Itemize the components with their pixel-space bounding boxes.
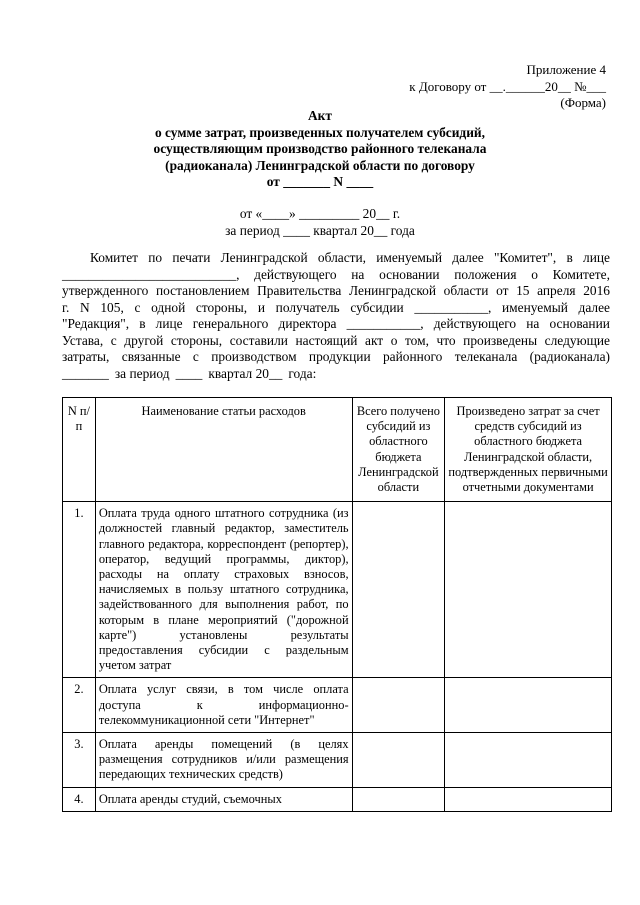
header-expense-name: Наименование статьи расходов (95, 398, 352, 502)
row-subsidy-received-cell[interactable] (352, 678, 445, 733)
header-costs-incurred: Произведено затрат за счет средств субсидий из областного бюджета Ленинградской области, подтвержденных первичными отчетными документами (445, 398, 612, 502)
appendix-contract-ref: к Договору от __.______20__ №___ (409, 78, 606, 94)
intro-word: генерального (192, 316, 269, 331)
intro-word: именуемый (502, 299, 568, 315)
intro-line (62, 267, 610, 284)
row-costs-incurred-cell[interactable] (445, 678, 612, 733)
act-date-block (150, 206, 490, 239)
intro-word: Ленинградской (349, 283, 437, 298)
intro-word: Устава, (62, 332, 104, 348)
table-row (63, 787, 612, 811)
intro-word: основании (379, 266, 440, 282)
table-row (63, 502, 612, 678)
intro-word: 15 (516, 283, 530, 298)
row-subsidy-received-cell[interactable] (352, 787, 445, 811)
row-num: 4. (63, 787, 96, 811)
intro-word: том, (404, 332, 429, 348)
intro-word: области (443, 283, 489, 298)
intro-word: Комитете, (552, 266, 610, 282)
intro-word: и (257, 299, 265, 315)
intro-word: положения (454, 266, 517, 282)
intro-word: получатель (275, 299, 340, 315)
intro-word: затраты, (62, 349, 110, 364)
appendix-form-label: (Форма) (560, 95, 606, 110)
intro-word: на (526, 316, 540, 331)
intro-word: связанные (121, 349, 181, 364)
intro-word: "Редакция", (62, 316, 130, 331)
intro-word: утвержденного (62, 283, 149, 298)
header-subsidy-received: Всего получено субсидий из областного бюджета Ленинградской области (352, 398, 445, 502)
intro-word: составили (229, 332, 288, 348)
row-costs-incurred-cell[interactable] (445, 502, 612, 678)
intro-word: производством (211, 349, 297, 364)
document-title (140, 108, 500, 191)
intro-word: стороны, (170, 332, 223, 348)
table-row (63, 733, 612, 788)
intro-word: следующие (544, 332, 610, 348)
appendix-header (409, 62, 606, 112)
intro-word: Правительства (257, 283, 342, 298)
intro-word: ___________, (346, 316, 424, 331)
intro-word: субсидии (350, 299, 404, 315)
intro-word: о (531, 266, 538, 282)
intro-word: от (496, 283, 509, 298)
title-line-4: (радиоканала) Ленинградской области по договору (165, 157, 475, 173)
act-date: от «____» _________ 20__ г. (239, 206, 401, 221)
intro-word: по (148, 250, 163, 265)
row-num: 3. (63, 733, 96, 788)
table-header-row (63, 398, 612, 502)
intro-word: N (80, 299, 90, 315)
intro-word: Комитет (90, 250, 138, 265)
intro-word: стороны, (195, 299, 248, 315)
intro-word: именуемый (376, 250, 443, 265)
costs-table (62, 397, 612, 812)
intro-word: далее (452, 250, 484, 265)
act-period: за период ____ квартал 20__ года (225, 222, 415, 238)
row-costs-incurred-cell[interactable] (445, 733, 612, 788)
intro-line (62, 300, 610, 317)
intro-line (62, 316, 610, 333)
intro-line (62, 333, 610, 350)
intro-word: лице (155, 316, 183, 331)
row-subsidy-received-cell[interactable] (352, 502, 445, 678)
intro-word: ____ (175, 365, 203, 381)
intro-word: __________________________, (62, 266, 240, 282)
row-subsidy-received-cell[interactable] (352, 733, 445, 788)
intro-word: одной (151, 299, 186, 315)
intro-word: за период (114, 365, 170, 381)
title-line-3: осуществляющим производство районного телеканала (153, 141, 487, 157)
intro-word: "Комитет", (493, 250, 557, 265)
intro-line (62, 283, 610, 300)
intro-word: (радиоканала) (529, 349, 610, 364)
row-expense-name: Оплата услуг связи, в том числе оплата доступа к информационно-телекоммуникационной сети "Интернет" (95, 678, 352, 733)
intro-word: настоящий (295, 332, 358, 348)
intro-word: действующего (433, 316, 517, 331)
intro-word: 2016 (583, 283, 610, 298)
row-num: 2. (63, 678, 96, 733)
intro-word: апреля (537, 283, 576, 298)
intro-word: ___________, (414, 299, 492, 315)
row-expense-name: Оплата аренды помещений (в целях размещения сотрудников и/или размещения передающих технических средств) (95, 733, 352, 788)
intro-word: что (436, 332, 456, 348)
intro-line (62, 349, 610, 366)
intro-word: далее (578, 299, 610, 315)
intro-word: области, (317, 250, 366, 265)
intro-word: продукции (308, 349, 371, 364)
row-expense-name: Оплата аренды студий, съемочных (95, 787, 352, 811)
intro-line (62, 366, 610, 383)
intro-word: телеканала (454, 349, 518, 364)
intro-word: действующего (254, 266, 337, 282)
header-num: N п/п (63, 398, 96, 502)
row-expense-name: Оплата труда одного штатного сотрудника (из должностей главный редактор, заместитель главного редактора, корреспондент (репортер), оператор, ведущий программы, диктор), расходы на оплату страховых взносов, начисляемых в пользу штатного сотрудника, задействованного для выполнения работ, по которым в плане мероприятий ("дорожной карте") установлены результаты предоставления субсидии с раздельным учетом затрат (95, 502, 352, 678)
intro-word: в (139, 316, 146, 331)
intro-word: года: (288, 365, 317, 381)
intro-word: лице (583, 250, 610, 265)
intro-word: в (566, 250, 573, 265)
intro-word: другой (124, 332, 164, 348)
appendix-label: Приложение 4 (526, 62, 606, 77)
intro-paragraph (62, 250, 610, 382)
intro-word: акт (365, 332, 384, 348)
intro-word: с (110, 332, 117, 348)
intro-word: 105, (100, 299, 124, 315)
intro-line (62, 250, 610, 267)
intro-word: с (134, 299, 141, 315)
intro-word: основании (549, 316, 610, 331)
intro-word: _______ (62, 365, 109, 381)
intro-word: квартал 20__ (208, 365, 283, 381)
intro-word: о (390, 332, 398, 348)
intro-word: с (192, 349, 199, 364)
title-line-2: о сумме затрат, произведенных получателем субсидий, (155, 124, 485, 140)
intro-word: г. (62, 299, 70, 315)
intro-word: на (351, 266, 365, 282)
intro-word: печати (172, 250, 211, 265)
intro-word: Ленинградской (220, 250, 308, 265)
table-row (63, 678, 612, 733)
title-act: Акт (308, 108, 332, 123)
title-line-5: от _______ N ____ (266, 174, 374, 190)
intro-word: директора (278, 316, 337, 331)
intro-word: районного (382, 349, 443, 364)
row-num: 1. (63, 502, 96, 678)
intro-word: произведены (463, 332, 538, 348)
row-costs-incurred-cell[interactable] (445, 787, 612, 811)
intro-word: постановлением (155, 283, 250, 298)
